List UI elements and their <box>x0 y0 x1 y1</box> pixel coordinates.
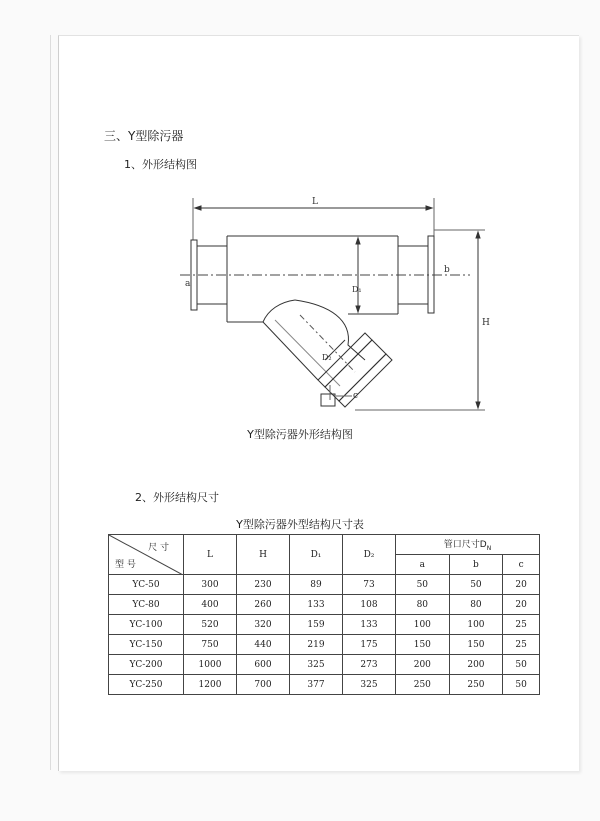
value-cell: 150 <box>396 635 450 655</box>
header-L: L <box>184 535 237 575</box>
table-corner-cell <box>109 535 184 575</box>
table-row <box>109 615 540 635</box>
header-port-size <box>396 535 540 555</box>
subheader-c: c <box>503 555 540 575</box>
subsection-structure-drawing: 1、外形结构图 <box>124 158 197 171</box>
value-cell: 325 <box>290 655 343 675</box>
value-cell: 300 <box>184 575 237 595</box>
subsection-dimensions: 2、外形结构尺寸 <box>135 491 219 504</box>
header-H: H <box>237 535 290 575</box>
value-cell: 175 <box>343 635 396 655</box>
value-cell: 108 <box>343 595 396 615</box>
value-cell: 100 <box>396 615 450 635</box>
section-title: 三、Y型除污器 <box>104 129 184 143</box>
label-D1: D₁ <box>352 285 362 294</box>
label-a: a <box>185 279 191 289</box>
value-cell: 73 <box>343 575 396 595</box>
subheader-b: b <box>449 555 503 575</box>
value-cell: 133 <box>290 595 343 615</box>
header-port-size-sub: N <box>486 544 492 552</box>
table-body <box>109 575 540 695</box>
table-row <box>109 655 540 675</box>
value-cell: 50 <box>449 575 503 595</box>
value-cell: 219 <box>290 635 343 655</box>
model-cell: YC-80 <box>109 595 184 615</box>
value-cell: 20 <box>503 595 540 615</box>
table-row <box>109 635 540 655</box>
dimension-table <box>108 534 540 695</box>
figure-caption: Y型除污器外形结构图 <box>247 428 353 441</box>
value-cell: 440 <box>237 635 290 655</box>
value-cell: 50 <box>396 575 450 595</box>
model-cell: YC-50 <box>109 575 184 595</box>
table-row <box>109 595 540 615</box>
value-cell: 1200 <box>184 675 237 695</box>
value-cell: 250 <box>449 675 503 695</box>
corner-bottom-label: 型 号 <box>115 560 136 570</box>
value-cell: 200 <box>449 655 503 675</box>
model-cell: YC-250 <box>109 675 184 695</box>
model-cell: YC-200 <box>109 655 184 675</box>
value-cell: 1000 <box>184 655 237 675</box>
value-cell: 133 <box>343 615 396 635</box>
label-b: b <box>444 265 450 275</box>
value-cell: 89 <box>290 575 343 595</box>
value-cell: 325 <box>343 675 396 695</box>
value-cell: 25 <box>503 635 540 655</box>
table-row <box>109 675 540 695</box>
value-cell: 200 <box>396 655 450 675</box>
value-cell: 250 <box>396 675 450 695</box>
header-port-size-label: 管口尺寸D <box>443 540 487 551</box>
value-cell: 600 <box>237 655 290 675</box>
value-cell: 50 <box>503 675 540 695</box>
corner-top-label: 尺 寸 <box>148 543 169 553</box>
label-L: L <box>312 197 318 207</box>
value-cell: 80 <box>396 595 450 615</box>
model-cell: YC-100 <box>109 615 184 635</box>
value-cell: 260 <box>237 595 290 615</box>
value-cell: 20 <box>503 575 540 595</box>
table-caption: Y型除污器外型结构尺寸表 <box>236 518 364 531</box>
label-H: H <box>482 318 490 328</box>
header-D2: D₂ <box>343 535 396 575</box>
value-cell: 700 <box>237 675 290 695</box>
header-D1: D₁ <box>290 535 343 575</box>
value-cell: 25 <box>503 615 540 635</box>
value-cell: 230 <box>237 575 290 595</box>
value-cell: 400 <box>184 595 237 615</box>
label-D2: D₂ <box>322 353 332 362</box>
value-cell: 520 <box>184 615 237 635</box>
subheader-a: a <box>396 555 450 575</box>
label-c: c <box>353 391 359 401</box>
value-cell: 150 <box>449 635 503 655</box>
table-header-row <box>109 535 540 555</box>
value-cell: 100 <box>449 615 503 635</box>
value-cell: 320 <box>237 615 290 635</box>
value-cell: 377 <box>290 675 343 695</box>
value-cell: 159 <box>290 615 343 635</box>
value-cell: 273 <box>343 655 396 675</box>
value-cell: 750 <box>184 635 237 655</box>
model-cell: YC-150 <box>109 635 184 655</box>
value-cell: 50 <box>503 655 540 675</box>
table-row <box>109 575 540 595</box>
value-cell: 80 <box>449 595 503 615</box>
